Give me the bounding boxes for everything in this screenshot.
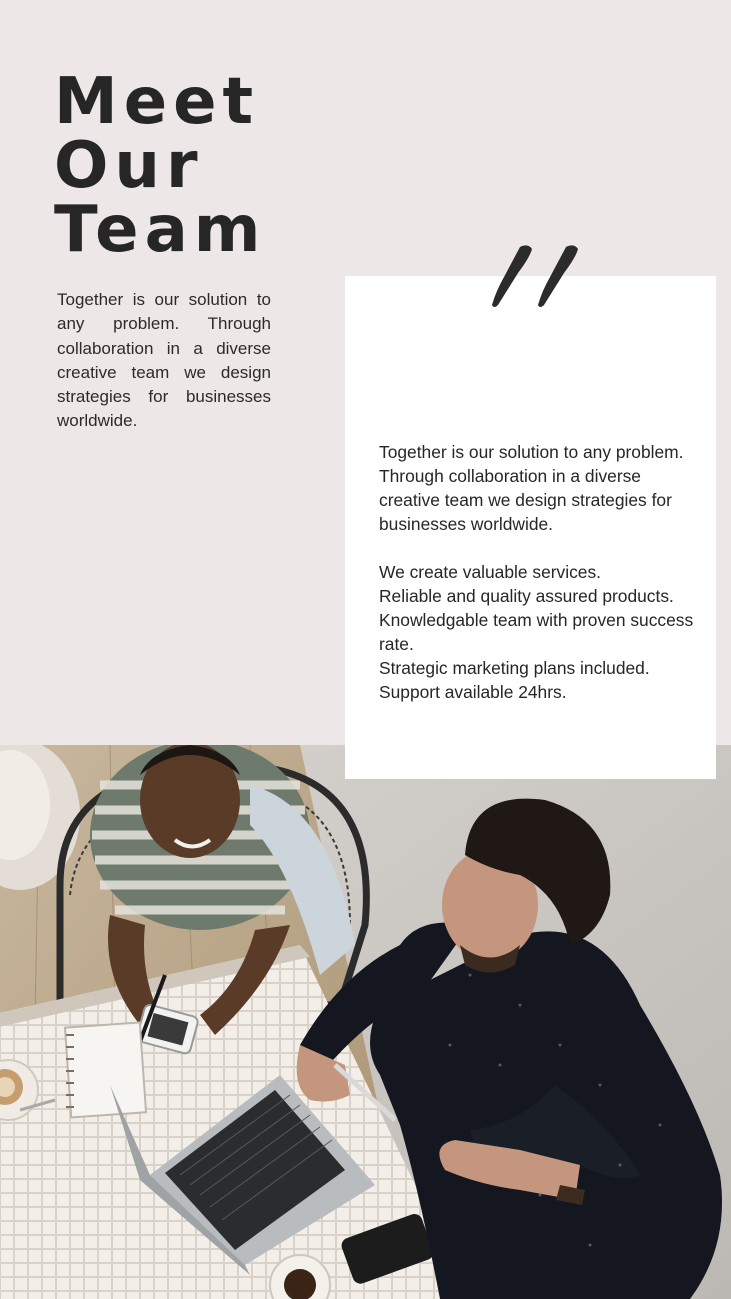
page-title [54,65,267,267]
list-item: Knowledgable team with proven success rate. [379,610,694,654]
card-paragraph: Together is our solution to any problem. Through collaboration in a diverse creative team we design strategies for businesses worldwide. [379,442,684,534]
spacer [379,536,699,560]
list-item: Strategic marketing plans included. [379,658,650,678]
title-line-team: Team [54,193,267,267]
intro-paragraph: Together is our solution to any problem. Through collaboration in a diverse creative team we design strategies for businesses worldwide. [57,290,271,431]
info-card [345,276,716,779]
quote-icon [490,243,590,311]
title-line-meet: Meet [54,65,260,139]
list-item: Support available 24hrs. [379,682,567,702]
title-line-our: Our [54,129,204,203]
list-item: We create valuable services. [379,562,601,582]
team-photo [0,745,731,1299]
feature-list [379,560,699,704]
list-item: Reliable and quality assured products. [379,586,674,606]
card-text [379,440,699,704]
